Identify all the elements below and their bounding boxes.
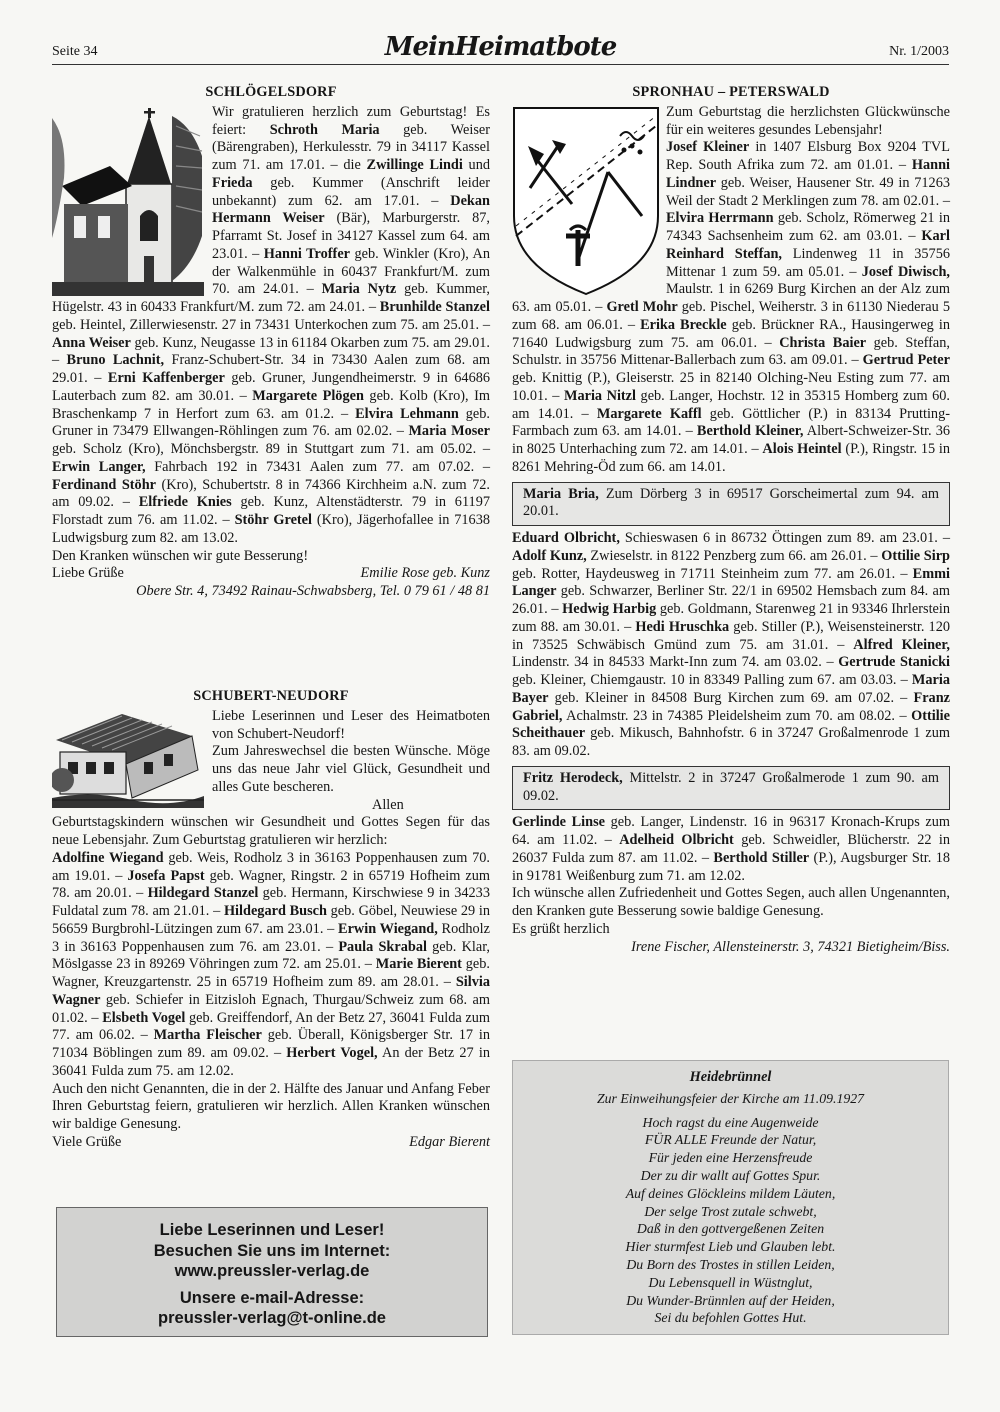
name: Margarete Kaffl: [596, 405, 702, 422]
greeting: Viele Grüße: [52, 1133, 122, 1150]
poem-line: Sei du befohlen Gottes Hut.: [654, 1310, 807, 1326]
poem-title: Heidebrünnel: [689, 1069, 772, 1085]
poem-box: [512, 1060, 949, 1335]
section-title-schloegelsdorf: SCHLÖGELSDORF: [205, 84, 337, 100]
name: Maria Nitzl: [563, 387, 636, 404]
name: Franz Gabriel,: [512, 689, 950, 724]
church-illustration: [52, 106, 204, 296]
signature-address: Irene Fischer, Allensteinerstr. 3, 74321 Bietigheim/Biss.: [631, 938, 950, 955]
poem-line: Du Lebensquell in Wüstnglut,: [648, 1274, 813, 1290]
birthday-intro: Allen Geburtstagskindern wünschen wir Gesundheit und Gottes Segen für das neue Lebensjahr. Zum Geburtstag gratulieren wir herzlich:: [52, 796, 490, 848]
ad-website-link[interactable]: www.preussler-verlag.de: [174, 1262, 370, 1280]
name: Erika Breckle: [640, 316, 727, 333]
schubert-neudorf-intro: Liebe Leserinnen und Leser des Heimatboten von Schubert-Neudorf!: [212, 707, 490, 742]
name: Berthold Stiller: [713, 849, 810, 866]
name: Hedwig Harbig: [562, 601, 657, 617]
name: Adolfine Wiegand: [52, 849, 164, 866]
name: Elvira Herrmann: [666, 210, 774, 227]
poem-line: Der zu dir wallt auf Gottes Spur.: [640, 1167, 821, 1183]
signature-name: Emilie Rose geb. Kunz: [360, 565, 490, 582]
name: Ottilie Sirp: [881, 547, 950, 564]
schloegelsdorf-text: Wir gratulieren herzlich zum Geburtstag! Es feiert: Schroth Maria geb. Weiser (Bärengraben), Herkulesstr. 79 in 34117 Kassel zum 71. am 17.01. – die Zwillinge Lindi und Frieda geb. Kummer (Anschrift leider unbekannt) zum 62. am 17.01. – Dekan Hermann Weiser (Bär), Marburgerstr. 87, Pfarramt St. Josef in 34127 Kassel zum 64. am 23.01. – Hanni Troffer geb. Winkler (Kro), An der Walkenmühle in 60437 Frankfurt/M. zum 70. am 24.01. – Maria Nytz geb. Kummer, Hügelstr. 43 in 60433 Frankfurt/M. zum 72. am 24.01. – Brunhilde Stanzel geb. Heintel, Zillerwiesenstr. 27 in 73431 Unterkochen zum 75. am 25.01. – Anna Weiser geb. Kunz, Neugasse 13 in 61184 Okarben zum 75. am 29.01. – Bruno Lachnit, Franz-Schubert-Str. 34 in 73430 Aalen zum 68. am 29.01. – Erni Kaffenberger geb. Gruner, Jungendheimerstr. 9 in 64686 Lauterbach zum 82. am 30.01. – Margarete Plögen geb. Kolb (Kro), Im Braschenkamp 7 in Herfort zum 63. am 01.2. – Elvira Lehmann geb. Gruner in 73479 Ellwangen-Röhlingen zum 76. am 02.02. – Maria Moser geb. Scholz (Kro), Mönchsbergstr. 89 in Stuttgart zum 71. am 05.02. – Erwin Langer, Fahrbach 192 in 73431 Aalen zum 77. am 07.02. – Ferdinand Stöhr (Kro), Schubertstr. 8 in 74366 Kirchheim a.N. zum 72. am 09.02. – Elfriede Knies geb. Kunz, Altenstädterstr. 79 in 61197 Florstadt zum 76. am 11.02. – Stöhr Gretel (Kro), Jägerhofallee in 71638 Ludwigsburg zum 82. am 13.02.: [52, 103, 491, 546]
name: Alfred Kleiner,: [853, 636, 950, 653]
name: Ferdinand Stöhr: [52, 476, 156, 493]
name: Maria Bayer: [512, 672, 950, 706]
name: Maria Bria,: [523, 485, 599, 502]
name: Brunhilde Stanzel: [379, 299, 490, 315]
name: Herbert Vogel,: [286, 1045, 378, 1061]
right-column: [512, 84, 950, 956]
closing-line: Den Kranken wünschen wir gute Besserung!: [52, 547, 309, 564]
name: Elvira Lehmann: [355, 405, 459, 422]
highlight-box-maria-bria: Maria Bria, Zum Dörberg 3 in 69517 Gorscheimertal zum 94. am 20.01.: [512, 482, 950, 527]
poem-line: Du Wunder-Brünnlen auf der Heiden,: [626, 1292, 835, 1308]
name: Josef Kleiner: [666, 139, 750, 156]
schubert-neudorf-text: Adolfine Wiegand geb. Weis, Rodholz 3 in 36163 Poppenhausen zum 70. am 19.01. – Josefa Papst geb. Wagner, Ringstr. 2 in 65719 Hofheim zum 78. am 20.01. – Hildegard Stanzel geb. Hermann, Kirschwiese 9 in 34233 Fuldatal zum 78. am 21.01. – Hildegard Busch geb. Göbel, Neuwiese 29 in 56659 Burgbrohl-Lützingen zum 67. am 23.01. – Erwin Wiegand, Rodholz 3 in 36163 Poppenhausen zum 76. am 23.01. – Paula Skrabal geb. Klar, Möslgasse 23 in 89269 Vöhringen zum 72. am 25.01. – Marie Bierent geb. Wagner, Kreuzgartenstr. 25 in 65719 Hofheim zum 89. am 28.01. – Silvia Wagner geb. Schiefer in Eitzisloh Egnach, Thurgau/Schweiz zum 68. am 01.02. – Elsbeth Vogel geb. Greiffendorf, An der Betz 27, 36041 Fulda zum 77. am 06.02. – Martha Fleischer geb. Überall, Königsberger Str. 17 in 71034 Böblingen zum 89. am 09.02. – Herbert Vogel, An der Betz 27 in 36041 Fulda zum 75. am 12.02.: [52, 849, 491, 1079]
left-column-section-2: [52, 688, 490, 1152]
ad-email-link[interactable]: preussler-verlag@t-online.de: [158, 1309, 386, 1327]
greeting: Liebe Grüße: [52, 565, 124, 582]
poem-line: Auf deines Glöckleins mildem Läuten,: [625, 1185, 836, 1201]
name: Hildegard Busch: [223, 903, 327, 919]
spronhau-intro: Zum Geburtstag die herzlichsten Glückwünsche für ein weiteres gesundes Lebensjahr!: [666, 103, 950, 138]
spronhau-text-3: Gerlinde Linse geb. Langer, Lindenstr. 16 in 96317 Kronach-Krups zum 64. am 11.02. – Adelheid Olbricht geb. Schweidler, Blücherstr. 22 in 26037 Fulda zum 87. am 11.02. – Berthold Stiller (P.), Augsburger Str. 18 in 91781 Weißenburg zum 71. am 12.02.: [512, 814, 951, 884]
page-number: Seite 34: [52, 44, 98, 59]
closing-paragraph: Ich wünsche allen Zufriedenheit und Gottes Segen, auch allen Ungenannten, den Kranken gute Besserung sowie baldige Genesung.: [512, 885, 950, 919]
poem-subtitle: Zur Einweihungsfeier der Kirche am 11.09.1927: [596, 1090, 865, 1106]
name: Gretl Mohr: [606, 299, 678, 315]
issue-number: Nr. 1/2003: [889, 44, 949, 59]
page-header: [52, 34, 949, 65]
name: Elsbeth Vogel: [102, 1009, 186, 1026]
name: Hanni Lindner: [666, 157, 950, 191]
name: Adelheid Olbricht: [619, 832, 734, 848]
intro-text: Wir gratulieren herzlich zum Geburtstag! Es feiert:: [212, 103, 490, 138]
new-year-wishes: Zum Jahreswechsel die besten Wünsche. Möge uns das neue Jahr viel Glück, Gesundheit und alles Gute bescheren.: [212, 743, 490, 795]
name: Hildegard Stanzel: [147, 885, 259, 902]
signature-row: [52, 1134, 490, 1152]
name: Stöhr Gretel: [234, 512, 312, 528]
name: Schroth Maria: [269, 121, 380, 138]
name: Erwin Langer,: [52, 458, 146, 475]
name: Josefa Papst: [127, 867, 205, 884]
name: Martha Fleischer: [153, 1027, 262, 1044]
publisher-ad-box: [56, 1207, 488, 1337]
signature-name: Edgar Bierent: [409, 1133, 490, 1150]
name: Alois Heintel: [762, 441, 842, 457]
name: Paula Skrabal: [338, 938, 427, 955]
poem-line: Du Born des Trostes in stillen Leiden,: [626, 1256, 835, 1272]
poem-line: Hier sturmfest Lieb und Glauben lebt.: [625, 1239, 836, 1255]
name: Bruno Lachnit,: [66, 352, 165, 369]
poem-line: Für jeden eine Herzensfreude: [648, 1150, 813, 1166]
ad-website-label: Besuchen Sie uns im Internet:: [153, 1241, 391, 1260]
name: Emmi Langer: [512, 565, 950, 600]
name: Berthold Kleiner,: [696, 423, 804, 440]
signature-address: Obere Str. 4, 73492 Rainau-Schwabsberg, Tel. 0 79 61 / 48 81: [136, 583, 490, 599]
name: Josef Diwisch,: [861, 263, 950, 280]
signature-row: [52, 565, 490, 583]
name: Zwillinge Lindi: [366, 157, 463, 173]
left-column: [52, 84, 490, 601]
section-title-schubert-neudorf: SCHUBERT-NEUDORF: [193, 688, 349, 704]
poem-line: FÜR ALLE Freunde der Natur,: [644, 1132, 817, 1148]
name: Frieda: [212, 174, 253, 191]
ad-email-label: Unsere e-mail-Adresse:: [179, 1288, 365, 1307]
name: Silvia Wagner: [52, 974, 490, 1008]
coat-of-arms-emblem: [512, 106, 660, 296]
spronhau-text: Josef Kleiner in 1407 Elsburg Box 9204 TVL Rep. South Afrika zum 72. am 01.01. – Hanni Lindner geb. Weiser, Hausener Str. 49 in 71263 Weil der Stadt 2 Merklingen zum 78. am 02.01. – Elvira Herrmann geb. Scholz, Römerweg 21 in 74343 Sachsenheim zum 62. am 03.01. – Karl Reinhard Steffan, Lindenweg 11 in 35756 Mittenar 1 zum 59. am 05.01. – Josef Diwisch, Maulstr. 1 in 6269 Burg Kirchen an der Alz zum 63. am 05.01. – Gretl Mohr geb. Pischel, Weiherstr. 3 in 61130 Niederau 5 zum 68. am 06.01. – Erika Breckle geb. Brückner RA., Hausingerweg in 71640 Ludwigsburg zum 75. am 06.01. – Christa Baier geb. Steffan, Schulstr. in 35756 Mittenar-Ballerbach zum 63. am 09.01. – Gertrud Peter geb. Knittig (P.), Gleiserstr. 25 in 82140 Olching-Neu Esting zum 77. am 10.01. – Maria Nitzl geb. Langer, Hochstr. 12 in 35315 Homberg zum 60. am 14.01. – Margarete Kaffl geb. Göttlicher (P.) in 83134 Prutting-Farmbach zum 63. am 14.01. – Berthold Kleiner, Albert-Schweizer-Str. 36 in 8025 Unterhaching zum 72. am 14.01. – Alois Heintel (P.), Ringstr. 15 in 8261 Mehring-Öd zum 66. am 14.01.: [512, 139, 951, 475]
name: Maria Moser: [408, 423, 490, 440]
spronhau-text-2: Eduard Olbricht, Schieswasen 6 in 86732 Öttingen zum 89. am 23.01. – Adolf Kunz, Zwieselstr. in 8122 Penzberg zum 66. am 26.01. – Ottilie Sirp geb. Rotter, Haydeusweg in 71711 Steinheim zum 77. am 26.01. – Emmi Langer geb. Schwarzer, Berliner Str. 22/1 in 69502 Hemsbach zum 84. am 26.01. – Hedwig Harbig geb. Goldmann, Starenweg 21 in 93346 Ihrlerstein zum 88. am 30.01. – Hedi Hruschka geb. Stiller (P.), Weisensteinerstr. 120 in 73525 Schwäbisch Gmünd zum 75. am 31.01. – Alfred Kleiner, Lindenstr. 34 in 84533 Markt-Inn zum 74. am 03.02. – Gertrude Stanicki geb. Kleiner, Chiemgaustr. 10 in 83349 Palling zum 67. am 03.03. – Maria Bayer geb. Kleiner in 84508 Burg Kirchen zum 69. am 07.02. – Franz Gabriel, Achalmstr. 23 in 74385 Pleidelsheim zum 70. am 08.02. – Ottilie Scheithauer geb. Mikusch, Bahnhofstr. 6 in 37247 Großalmenrode 1 zum 83. am 09.02.: [512, 530, 951, 759]
name: Dekan Hermann Weiser: [212, 192, 490, 227]
name: Fritz Herodeck,: [523, 769, 623, 786]
name: Anna Weiser: [52, 334, 131, 351]
section-title-spronhau-peterswald: SPRONHAU – PETERSWALD: [632, 84, 830, 100]
name: Maria Nytz: [321, 281, 397, 298]
poem-line: Daß in den gottvergeßenen Zeiten: [636, 1221, 825, 1237]
name: Adolf Kunz,: [512, 547, 587, 564]
name: Elfriede Knies: [138, 494, 232, 511]
highlight-box-fritz-herodeck: Fritz Herodeck, Mittelstr. 2 in 37247 Großalmerode 1 zum 90. am 09.02.: [512, 766, 950, 811]
name: Margarete Plögen: [252, 387, 364, 404]
name: Gertrude Stanicki: [838, 654, 950, 671]
name: Marie Bierent: [375, 956, 462, 973]
name: Gerlinde Linse: [512, 814, 605, 831]
name: Christa Baier: [779, 334, 867, 351]
name: Erwin Wiegand,: [338, 920, 438, 937]
poem-line: Der selge Trost zutale schwebt,: [644, 1203, 817, 1219]
ad-headline: Liebe Leserinnen und Leser!: [159, 1221, 385, 1239]
name: Ottilie Scheithauer: [512, 707, 950, 742]
name: Karl Reinhard Steffan,: [666, 228, 950, 262]
greeting: Es grüßt herzlich: [512, 920, 610, 937]
name: Gertrud Peter: [862, 352, 950, 369]
name: Hedi Hruschka: [635, 618, 730, 635]
closing-paragraph: Auch den nicht Genannten, die in der 2. Hälfte des Januar und Anfang Feber Ihren Geburtstag feiern, gratulieren wir herzlich. Allen Kranken wünschen wir baldige Genesung.: [52, 1080, 490, 1132]
poem-line: Hoch ragst du eine Augenweide: [642, 1114, 819, 1130]
masthead-title: MeinHeimatbote: [384, 32, 617, 62]
name: Hanni Troffer: [263, 245, 351, 262]
village-house-illustration: [52, 710, 204, 808]
name: Erni Kaffenberger: [107, 370, 225, 386]
name: Eduard Olbricht,: [512, 530, 620, 546]
